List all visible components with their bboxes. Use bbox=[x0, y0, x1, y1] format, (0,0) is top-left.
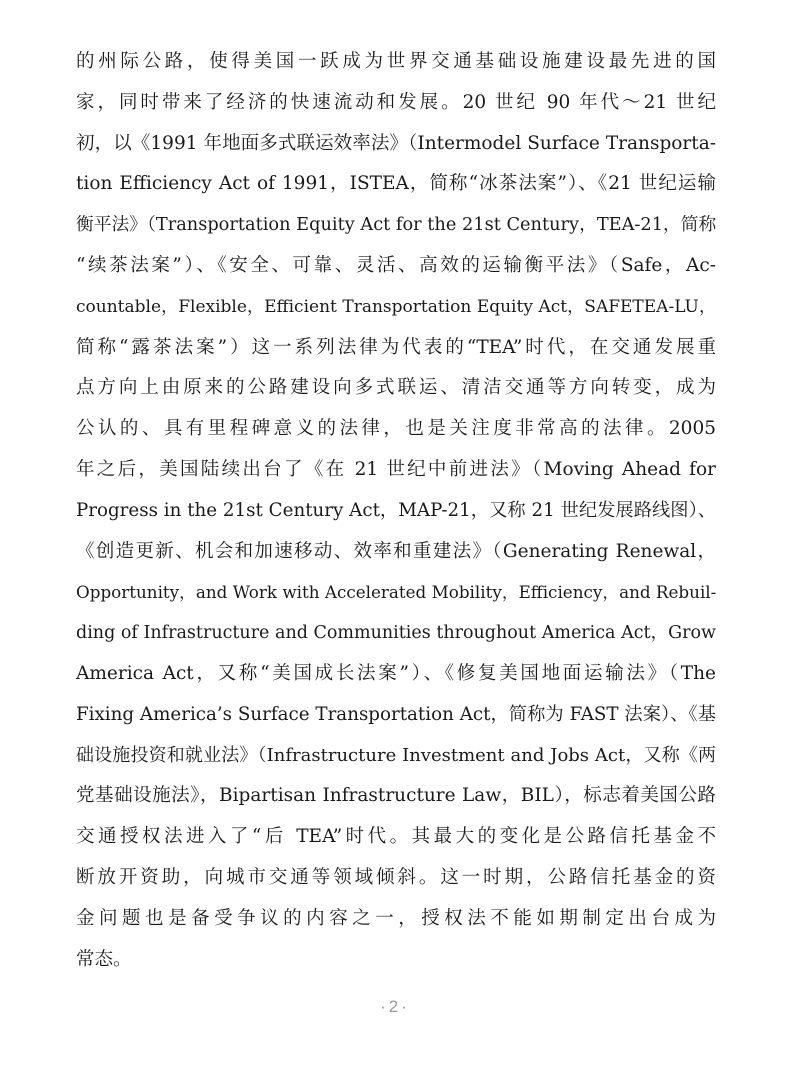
text-line: countable，Flexible，Efficient Transportation Equity Act，SAFETEA-LU， bbox=[76, 296, 716, 317]
text-line: 初，以《1991 年地面多式联运效率法》（Intermodel Surface Transporta- bbox=[76, 132, 716, 154]
text-line: tion Efficiency Act of 1991，ISTEA，简称“冰茶法案”）、《21 世纪运输 bbox=[76, 173, 716, 195]
text-line: 公认的、具有里程碑意义的法律，也是关注度非常高的法律。2005 bbox=[76, 418, 716, 440]
text-line: 常态。 bbox=[76, 948, 132, 970]
body-paragraph bbox=[76, 42, 716, 980]
text-line: “续茶法案”）、《安全、可靠、灵活、高效的运输衡平法》（Safe，Ac- bbox=[76, 254, 716, 276]
text-line: 《创造更新、机会和加速移动、效率和重建法》（Generating Renewal， bbox=[76, 540, 716, 562]
text-line: Progress in the 21st Century Act，MAP-21，又称 21 世纪发展路线图）、 bbox=[76, 499, 716, 521]
text-line: America Act，又称“美国成长法案”）、《修复美国地面运输法》（The bbox=[76, 662, 716, 684]
text-line: 衡平法》（Transportation Equity Act for the 21st Century，TEA-21，简称 bbox=[76, 215, 716, 236]
text-line: 党基础设施法》，Bipartisan Infrastructure Law，BIL），标志着美国公路 bbox=[76, 785, 716, 807]
page-number: ·2· bbox=[380, 997, 410, 1016]
text-line: 的州际公路，使得美国一跃成为世界交通基础设施建设最先进的国 bbox=[76, 51, 716, 72]
text-line: 年之后，美国陆续出台了《在 21 世纪中前进法》（Moving Ahead for bbox=[76, 458, 716, 480]
text-line: 家，同时带来了经济的快速流动和发展。20 世纪 90 年代～21 世纪 bbox=[76, 91, 716, 113]
text-line: 础设施投资和就业法》（Infrastructure Investment and Jobs Act，又称《两 bbox=[76, 744, 716, 766]
text-line: 交通授权法进入了“后 TEA”时代。其最大的变化是公路信托基金不 bbox=[76, 826, 716, 848]
text-line: 金问题也是备受争议的内容之一，授权法不能如期制定出台成为 bbox=[76, 907, 716, 929]
text-line: Opportunity，and Work with Accelerated Mobility，Efficiency，and Rebuil- bbox=[76, 582, 716, 603]
text-line: ding of Infrastructure and Communities throughout America Act，Grow bbox=[76, 623, 716, 644]
text-line: 简称“露茶法案”）这一系列法律为代表的“TEA”时代，在交通发展重 bbox=[76, 336, 716, 358]
text-line: 断放开资助，向城市交通等领域倾斜。这一时期，公路信托基金的资 bbox=[76, 866, 716, 888]
text-line: 点方向上由原来的公路建设向多式联运、清洁交通等方向转变，成为 bbox=[76, 377, 716, 399]
text-line: Fixing America’s Surface Transportation Act，简称为 FAST 法案）、《基 bbox=[76, 703, 716, 725]
